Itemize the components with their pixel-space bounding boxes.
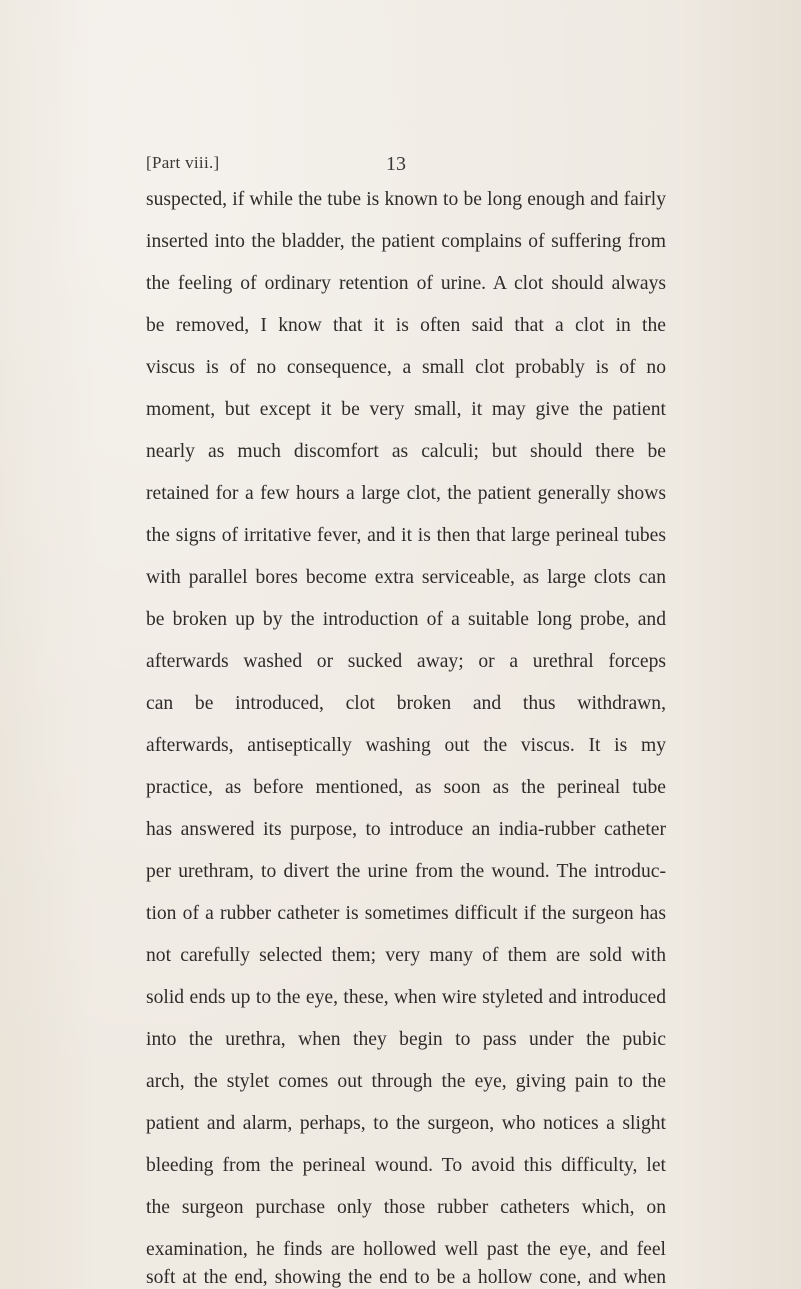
text-line: soft at the end, showing the end to be a hollow cone, and when [146, 1267, 666, 1288]
text-line: nearly as much discomfort as calculi; but should there be [146, 441, 666, 462]
text-line: the signs of irritative fever, and it is then that large perineal tubes [146, 525, 666, 546]
text-line: not carefully selected them; very many of them are sold with [146, 945, 666, 966]
running-head: [Part viii.] [146, 153, 220, 172]
text-line: viscus is of no consequence, a small clot probably is of no [146, 357, 666, 378]
text-line: examination, he finds are hollowed well past the eye, and feel [146, 1239, 666, 1260]
text-line: arch, the stylet comes out through the eye, giving pain to the [146, 1071, 666, 1092]
text-line: be broken up by the introduction of a suitable long probe, and [146, 609, 666, 630]
text-line: retained for a few hours a large clot, the patient generally shows [146, 483, 666, 504]
text-line: practice, as before mentioned, as soon as the perineal tube [146, 777, 666, 798]
text-line: bleeding from the perineal wound. To avoid this difficulty, let [146, 1155, 666, 1176]
text-line: moment, but except it be very small, it may give the patient [146, 399, 666, 420]
text-line: patient and alarm, perhaps, to the surgeon, who notices a slight [146, 1113, 666, 1134]
text-line: into the urethra, when they begin to pass under the pubic [146, 1029, 666, 1050]
text-line: afterwards, antiseptically washing out the viscus. It is my [146, 735, 666, 756]
text-line: with parallel bores become extra serviceable, as large clots can [146, 567, 666, 588]
text-line: per urethram, to divert the urine from the wound. The introduc- [146, 861, 666, 882]
text-line: afterwards washed or sucked away; or a urethral forceps [146, 651, 666, 672]
text-line: suspected, if while the tube is known to be long enough and fairly [146, 189, 666, 210]
text-line: tion of a rubber catheter is sometimes difficult if the surgeon has [146, 903, 666, 924]
text-line: solid ends up to the eye, these, when wire styleted and introduced [146, 987, 666, 1008]
text-line: has answered its purpose, to introduce an india-rubber catheter [146, 819, 666, 840]
text-line: can be introduced, clot broken and thus withdrawn, [146, 693, 666, 714]
text-line: inserted into the bladder, the patient complains of suffering from [146, 231, 666, 252]
page-number: 13 [386, 153, 406, 175]
text-line: the surgeon purchase only those rubber catheters which, on [146, 1197, 666, 1218]
text-line: be removed, I know that it is often said that a clot in the [146, 315, 666, 336]
text-line: the feeling of ordinary retention of urine. A clot should always [146, 273, 666, 294]
